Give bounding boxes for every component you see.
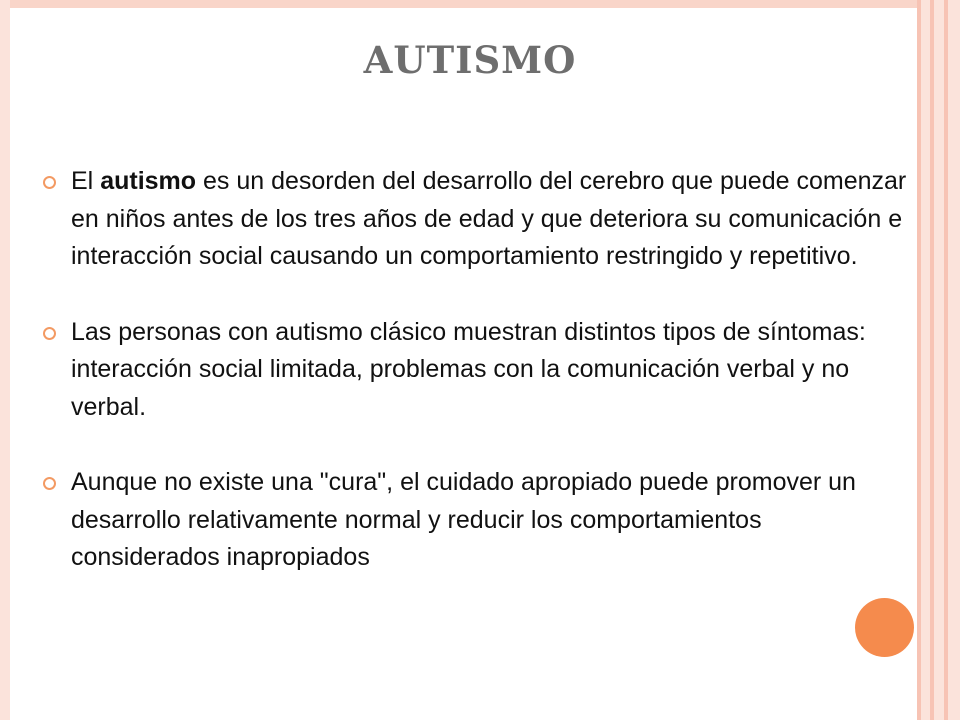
right-stripe: [948, 0, 960, 720]
bullet-ring-icon: [43, 327, 56, 340]
left-border: [0, 0, 10, 720]
bullet-text: Aunque no existe una "cura", el cuidado apropiado puede promover un desarrollo relativamente normal y reducir los comportamientos considerados inapropiados: [71, 468, 856, 571]
bullet-text-post: es un desorden del desarrollo del cerebro que puede comenzar en niños antes de los tres años de edad y que deteriora su comunicación e interacción social causando un comportamiento restringido y repetitivo.: [71, 167, 907, 270]
bullet-item: [43, 314, 913, 427]
bullet-text-pre: El: [71, 167, 101, 195]
bullet-ring-icon: [43, 477, 56, 490]
top-border: [0, 0, 960, 8]
bullet-item: [43, 464, 913, 577]
bullet-list: [43, 163, 913, 615]
bullet-item: [43, 163, 913, 276]
bullet-text-bold: autismo: [100, 167, 197, 195]
slide-title: AUTISMO: [363, 38, 577, 82]
bullet-text: Las personas con autismo clásico muestran distintos tipos de síntomas: interacción social limitada, problemas con la comunicación verbal y no verbal.: [71, 317, 866, 421]
bullet-ring-icon: [43, 176, 56, 189]
right-stripe: [921, 0, 930, 720]
right-stripe: [934, 0, 944, 720]
decorative-circle: [855, 598, 914, 657]
